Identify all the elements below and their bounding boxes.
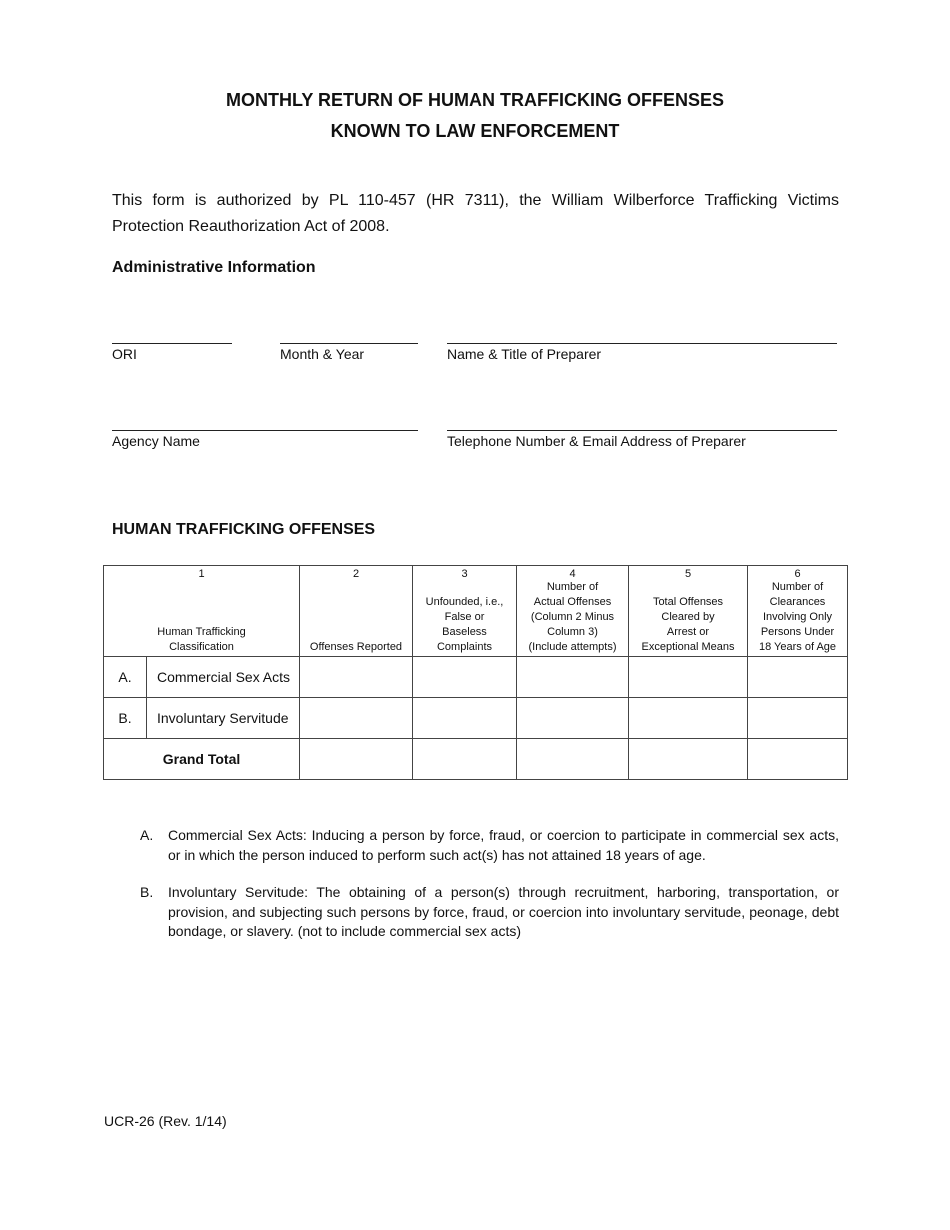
cleared-cell[interactable] <box>629 657 748 698</box>
actual-offenses-cell[interactable] <box>517 698 629 739</box>
preparer-label: Name & Title of Preparer <box>447 346 602 362</box>
column-header-line: Exceptional Means <box>641 641 735 653</box>
month-year-field-line[interactable] <box>280 343 418 344</box>
contact-field-line[interactable] <box>447 430 837 431</box>
definition-item <box>140 826 839 865</box>
column-header-line: Arrest or <box>666 626 710 638</box>
column-header-line: Cleared by <box>661 611 715 623</box>
unfounded-cell[interactable] <box>413 657 517 698</box>
contact-label: Telephone Number & Email Address of Preparer <box>447 433 746 449</box>
grand-total-label: Grand Total <box>104 739 300 780</box>
column-header-line: Complaints <box>436 641 493 653</box>
column-header-1 <box>104 566 300 657</box>
column-header-line: False or <box>444 611 485 623</box>
column-header-line: Column 3) <box>547 626 598 638</box>
agency-field-line[interactable] <box>112 430 418 431</box>
column-number: 2 <box>352 568 360 580</box>
column-number: 4 <box>569 568 576 580</box>
table-row <box>104 698 848 739</box>
column-header-2 <box>300 566 413 657</box>
column-header-line: Classification <box>169 641 234 653</box>
definition-text: Commercial Sex Acts: Inducing a person by force, fraud, or coercion to participate in commercial sex acts, or in which the person induced to perform such act(s) has not attained 18 years of age. <box>168 827 839 863</box>
column-header-line: Persons Under <box>760 626 835 638</box>
column-header-3 <box>413 566 517 657</box>
column-number: 1 <box>198 568 205 580</box>
column-header-line: 18 Years of Age <box>758 641 837 653</box>
unfounded-total-cell[interactable] <box>413 739 517 780</box>
ori-field-line[interactable] <box>112 343 232 344</box>
preparer-field-line[interactable] <box>447 343 837 344</box>
ori-label: ORI <box>112 346 137 362</box>
offenses-table <box>103 565 848 780</box>
row-classification: Commercial Sex Acts <box>147 657 300 698</box>
unfounded-cell[interactable] <box>413 698 517 739</box>
column-header-line: Offenses Reported <box>309 641 403 653</box>
actual-offenses-cell[interactable] <box>517 657 629 698</box>
form-number: UCR-26 (Rev. 1/14) <box>104 1113 227 1129</box>
offenses-reported-cell[interactable] <box>300 657 413 698</box>
column-number: 3 <box>461 568 468 580</box>
offenses-reported-cell[interactable] <box>300 698 413 739</box>
definition-item <box>140 883 839 942</box>
column-number: 6 <box>794 568 801 580</box>
column-header-line: Clearances <box>769 596 826 608</box>
column-header-5 <box>629 566 748 657</box>
column-header-line: (Include attempts) <box>528 641 617 653</box>
cleared-cell[interactable] <box>629 698 748 739</box>
authorization-text: This form is authorized by PL 110-457 (HR 7311), the William Wilberforce Trafficking Victims Protection Reauthorization Act of 2008. <box>112 192 839 235</box>
juvenile-clearances-cell[interactable] <box>748 657 848 698</box>
column-header-line: Involving Only <box>762 611 833 623</box>
column-header-line: (Column 2 Minus <box>530 611 615 623</box>
column-header-line: Number of <box>546 581 599 593</box>
month-year-label: Month & Year <box>280 346 365 362</box>
column-header-line: Unfounded, i.e., <box>425 596 504 608</box>
column-header-line: Total Offenses <box>652 596 724 608</box>
column-number: 5 <box>684 568 692 580</box>
agency-label: Agency Name <box>112 433 200 449</box>
form-title-line-2: KNOWN TO LAW ENFORCEMENT <box>330 121 620 141</box>
column-header-line: Baseless <box>442 626 487 638</box>
grand-total-row <box>104 739 848 780</box>
cleared-total-cell[interactable] <box>629 739 748 780</box>
column-header-line: Number of <box>771 581 824 593</box>
column-header-line: Human Trafficking <box>157 626 246 638</box>
column-header-line: Actual Offenses <box>533 596 612 608</box>
row-classification: Involuntary Servitude <box>147 698 300 739</box>
column-header-6 <box>748 566 848 657</box>
juvenile-clearances-total-cell[interactable] <box>748 739 848 780</box>
juvenile-clearances-cell[interactable] <box>748 698 848 739</box>
row-letter: A. <box>104 657 147 698</box>
actual-offenses-total-cell[interactable] <box>517 739 629 780</box>
definition-text: Involuntary Servitude: The obtaining of a person(s) through recruitment, harboring, transportation, or provision, and subjecting such persons by force, fraud, or coercion into involuntary servitude, peonage, debt bondage, or slavery. (not to include commercial sex acts) <box>168 884 839 939</box>
table-row <box>104 657 848 698</box>
definition-letter: A. <box>140 827 154 843</box>
definition-letter: B. <box>140 884 154 900</box>
offenses-reported-total-cell[interactable] <box>300 739 413 780</box>
offenses-heading: HUMAN TRAFFICKING OFFENSES <box>112 521 376 538</box>
form-title-line-1: MONTHLY RETURN OF HUMAN TRAFFICKING OFFENSES <box>226 90 724 110</box>
admin-heading: Administrative Information <box>112 259 316 276</box>
row-letter: B. <box>104 698 147 739</box>
column-header-4 <box>517 566 629 657</box>
